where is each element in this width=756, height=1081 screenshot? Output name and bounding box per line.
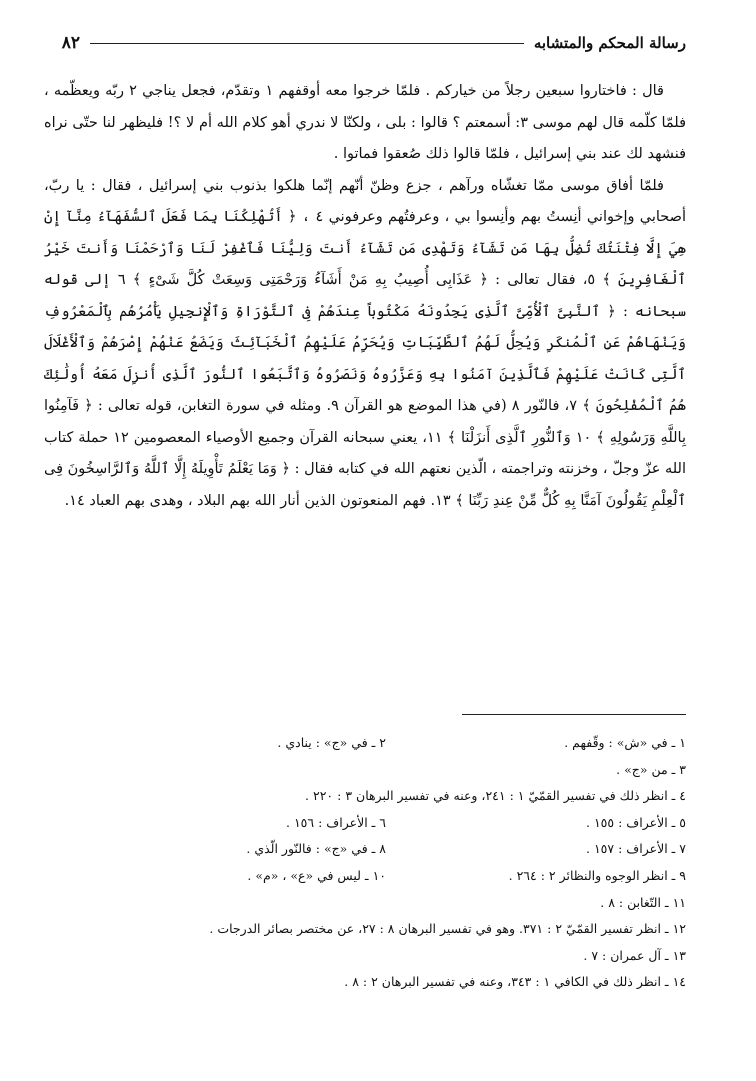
- page-number: ٨٢: [61, 33, 80, 53]
- footnote-row: [44, 943, 686, 970]
- footnote: ١١ ـ التّغابن : ٨ .: [600, 894, 686, 910]
- footnote: ٨ ـ في «ج» : فالنّور الّذي .: [246, 841, 386, 857]
- footnote: ١ ـ في «ش» : وقّفهم .: [564, 735, 686, 750]
- running-title: رسالة المحكم والمتشابه: [533, 34, 686, 52]
- footnote-row: [44, 810, 686, 837]
- footnote: ١٤ ـ انظر ذلك في الكافي ١ : ٣٤٣، وعنه في تفسير البرهان ٢ : ٨ .: [344, 974, 686, 990]
- footnote: ٥ ـ الأعراف : ١٥٥ .: [586, 814, 686, 830]
- footnote-row: [44, 863, 686, 890]
- footnote-row: [44, 890, 686, 917]
- paragraph: قال : فاختاروا سبعين رجلاً من خياركم . فلمّا خرجوا معه أوقفهم ١ وتقدّم، فجعل يناجي ٢ ربّه ويعظّمه ، فلمّا كلّمه قال لهم موسى ٣: أسمعتم ؟ قالوا : بلى ، ولكنّا لا ندري أهو كلام الله أم لا ؟! فليظهر لنا حتّى نراه فنشهد لك عند بني إسرائيل ، فلمّا قالوا ذلك صُعقوا فماتوا .: [44, 83, 686, 162]
- main-text: [44, 76, 686, 517]
- page-header: [44, 30, 686, 56]
- header-rule: [90, 43, 524, 44]
- footnote-row: [44, 783, 686, 810]
- footnote-row: [44, 969, 686, 996]
- footnote: ٢ ـ في «ج» : ينادي .: [277, 735, 386, 750]
- footnote: ٩ ـ انظر الوجوه والنظائر ٢ : ٢٦٤ .: [508, 867, 686, 883]
- footnote: ١٣ ـ آل عمران : ٧ .: [583, 947, 686, 963]
- footnote-row: [44, 836, 686, 863]
- footnote-divider: [462, 714, 686, 715]
- paragraph: فلمّا أفاق موسى ممّا تغشّاه ورآهم ، جزع وظنّ أنّهم إنّما هلكوا بذنوب بني إسرائيل ، فقال : يا ربّ، أصحابي وإخواني أنِستُ بهم وأنِسوا بي ، وعرفتُهم وعرفوني ٤ ، ﴿ أَتُهْلِكُنَا بِمَا فَعَلَ ٱلسُّفَهَآءُ مِنَّآ إِنْ هِيَ إِلَّا فِتْنَتُكَ تُضِلُّ بِهَا مَن تَشَآءُ وَتَهْدِى مَن تَشَآءُ أَنتَ وَلِيُّنَا فَٱغْفِرْ لَنَا وَٱرْحَمْنَا وَأَنتَ خَيْرُ ٱلْغَافِرِينَ ﴾ ٥، فقال تعالى : ﴿ عَذَابِى أُصِيبُ بِهِ مَنْ أَشَآءُ وَرَحْمَتِى وَسِعَتْ كُلَّ شَىْءٍ ﴾ ٦ إلى قوله سبحانه : ﴿ ٱلنَّبِىَّ ٱلْأُمِّىَّ ٱلَّذِى يَجِدُونَهُ مَكْتُوباً عِندَهُمْ فِى ٱلتَّوْرَاةِ وَٱلْإِنجِيلِ يَأْمُرُهُم بِٱلْمَعْرُوفِ وَيَنْهَاهُمْ عَنِ ٱلْمُنكَرِ وَيُحِلُّ لَهُمُ ٱلطَّيِّبَاتِ وَيُحَرِّمُ عَلَيْهِمُ ٱلْخَبَآئِثَ وَيَضَعُ عَنْهُمْ إِصْرَهُمْ وَٱلْأَغْلَالَ ٱلَّتِى كَانَتْ عَلَيْهِمْ فَٱلَّذِينَ آمَنُوا بِهِ وَعَزَّرُوهُ وَنَصَرُوهُ وَٱتَّبَعُوا ٱلنُّورَ ٱلَّذِى أُنزِلَ مَعَهُ أُولَٰئِكَ هُمُ ٱلْمُفْلِحُونَ ﴾ ٧، فالنّور ٨ (في هذا الموضع هو القرآن ٩. ومثله في سورة التغابن، قوله تعالى : ﴿ فَآمِنُوا بِاللَّهِ وَرَسُولِهِ ﴾ ١٠ وَٱلنُّورِ ٱلَّذِى أَنزَلْنَا ﴾ ١١، يعني سبحانه القرآن وجميع الأوصياء المعصومين ١٢ حملة كتاب الله عزّ وجلّ ، وخزنته وتراجمته ، الّذين نعتهم الله في كتابه فقال : ﴿ وَمَا يَعْلَمُ تَأْوِيلَهُ إِلَّا ٱللَّهُ وَٱلرَّاسِخُونَ فِى ٱلْعِلْمِ يَقُولُونَ آمَنَّا بِهِ كُلٌّ مِّنْ عِندِ رَبِّنَا ﴾ ١٣. فهم المنعوتون الذين أنار الله بهم البلاد ، وهدى بهم العباد ١٤.: [44, 177, 686, 509]
- footnote: ٦ ـ الأعراف : ١٥٦ .: [286, 814, 386, 830]
- footnotes: [44, 730, 686, 996]
- footnote: ١٢ ـ انظر تفسير القمّيّ ٢ : ٣٧١. وهو في تفسير البرهان ٨ : ٢٧، عن مختصر بصائر الدرجات .: [209, 921, 686, 937]
- footnote-row: [44, 730, 686, 757]
- footnote: ٣ ـ من «ج» .: [616, 761, 686, 777]
- footnote-row: [44, 757, 686, 784]
- footnote: ١٠ ـ ليس في «ع» ، «م» .: [247, 867, 386, 883]
- footnote: ٤ ـ انظر ذلك في تفسير القمّيّ ١ : ٢٤١، وعنه في تفسير البرهان ٣ : ٢٢٠ .: [305, 788, 686, 804]
- footnote: ٧ ـ الأعراف : ١٥٧ .: [586, 841, 686, 857]
- footnote-row: [44, 916, 686, 943]
